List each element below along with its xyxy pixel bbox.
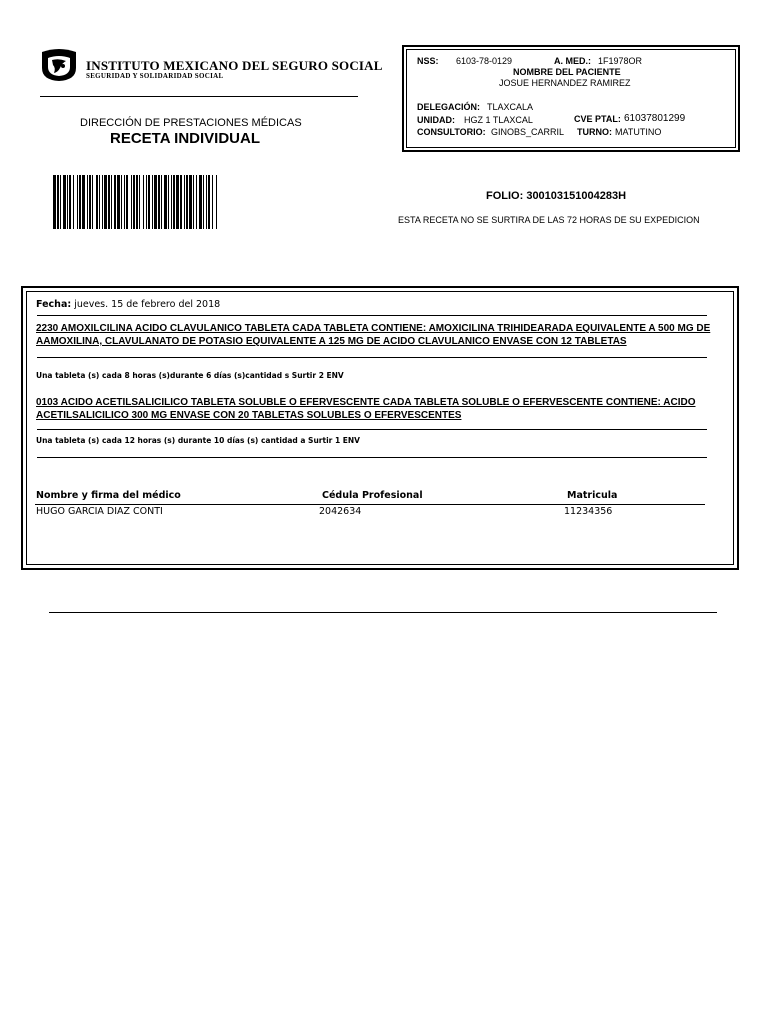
turno-value: MATUTINO	[615, 127, 662, 137]
employee-id-header: Matricula	[567, 490, 618, 501]
cve-ptal-label: CVE PTAL:	[574, 114, 621, 124]
physician-employee-id: 11234356	[564, 506, 613, 517]
institution-motto: SEGURIDAD Y SOLIDARIDAD SOCIAL	[86, 72, 224, 80]
divider	[37, 429, 707, 430]
imss-eagle-logo-icon	[38, 48, 80, 82]
prescription-date	[36, 299, 220, 310]
consultorio-label: CONSULTORIO:	[417, 127, 486, 137]
date-label: Fecha:	[36, 299, 72, 310]
validity-notice: ESTA RECETA NO SE SURTIRA DE LAS 72 HORAS DE SU EXPEDICION	[398, 215, 700, 225]
consultorio-value: GINOBS_CARRIL	[491, 127, 565, 137]
physician-name-header: Nombre y firma del médico	[36, 490, 181, 501]
license-header: Cédula Profesional	[322, 490, 423, 501]
cve-ptal-value: 61037801299	[624, 113, 686, 124]
dosage-item-2: Una tableta (s) cada 12 horas (s) durante 10 días (s) cantidad a Surtir 1 ENV	[36, 436, 360, 445]
delegacion-value: TLAXCALA	[487, 102, 534, 112]
prescription-box	[21, 286, 739, 570]
unidad-label: UNIDAD:	[417, 115, 455, 125]
amed-value: 1F1978OR	[598, 56, 643, 66]
medication-item-1: 2230 AMOXILCILINA ACIDO CLAVULANICO TABLETA CADA TABLETA CONTIENE: AMOXICILINA TRIHIDEARADA EQUIVALENTE A 500 MG DE AAMOXILINA, CLAVULANATO DE POTASIO EQUIVALENTE A 125 MG DE ACIDO CLAVULANICO ENVASE CON 12 TABLETAS	[36, 323, 711, 347]
amed-label: A. MED.:	[554, 56, 591, 66]
nss-value: 6103-78-0129	[456, 56, 513, 66]
turno-label: TURNO:	[577, 127, 612, 137]
dosage-item-1: Una tableta (s) cada 8 horas (s)durante 6 días (s)cantidad s Surtir 2 ENV	[36, 371, 344, 380]
physician-name: HUGO GARCIA DIAZ CONTI	[36, 506, 163, 517]
medication-item-2: 0103 ACIDO ACETILSALICILICO TABLETA SOLUBLE O EFERVESCENTE CADA TABLETA SOLUBLE O EFERVESCENTE CONTIENE: ACIDO ACETILSALICILICO 300 MG ENVASE CON 20 TABLETAS SOLUBLES O EFERVESCENTES	[36, 397, 696, 421]
patient-name-label: NOMBRE DEL PACIENTE	[513, 67, 621, 77]
delegacion-label: DELEGACIÓN:	[417, 102, 480, 112]
department-name: DIRECCIÓN DE PRESTACIONES MÉDICAS	[80, 117, 302, 129]
patient-name-value: JOSUE HERNANDEZ RAMIREZ	[499, 78, 631, 88]
unidad-value: HGZ 1 TLAXCAL	[464, 115, 533, 125]
document-title: RECETA INDIVIDUAL	[110, 130, 260, 147]
patient-info-box	[402, 45, 740, 152]
divider	[37, 457, 707, 458]
physician-license: 2042634	[319, 506, 362, 517]
divider	[37, 315, 707, 316]
footer-divider	[49, 612, 717, 613]
divider	[37, 357, 707, 358]
institution-name: INSTITUTO MEXICANO DEL SEGURO SOCIAL	[86, 58, 383, 73]
divider	[35, 504, 705, 505]
nss-label: NSS:	[417, 56, 439, 66]
barcode	[53, 175, 325, 229]
folio-number: FOLIO: 300103151004283H	[486, 190, 627, 202]
header-divider	[40, 96, 358, 97]
date-value: jueves. 15 de febrero del 2018	[74, 299, 221, 310]
